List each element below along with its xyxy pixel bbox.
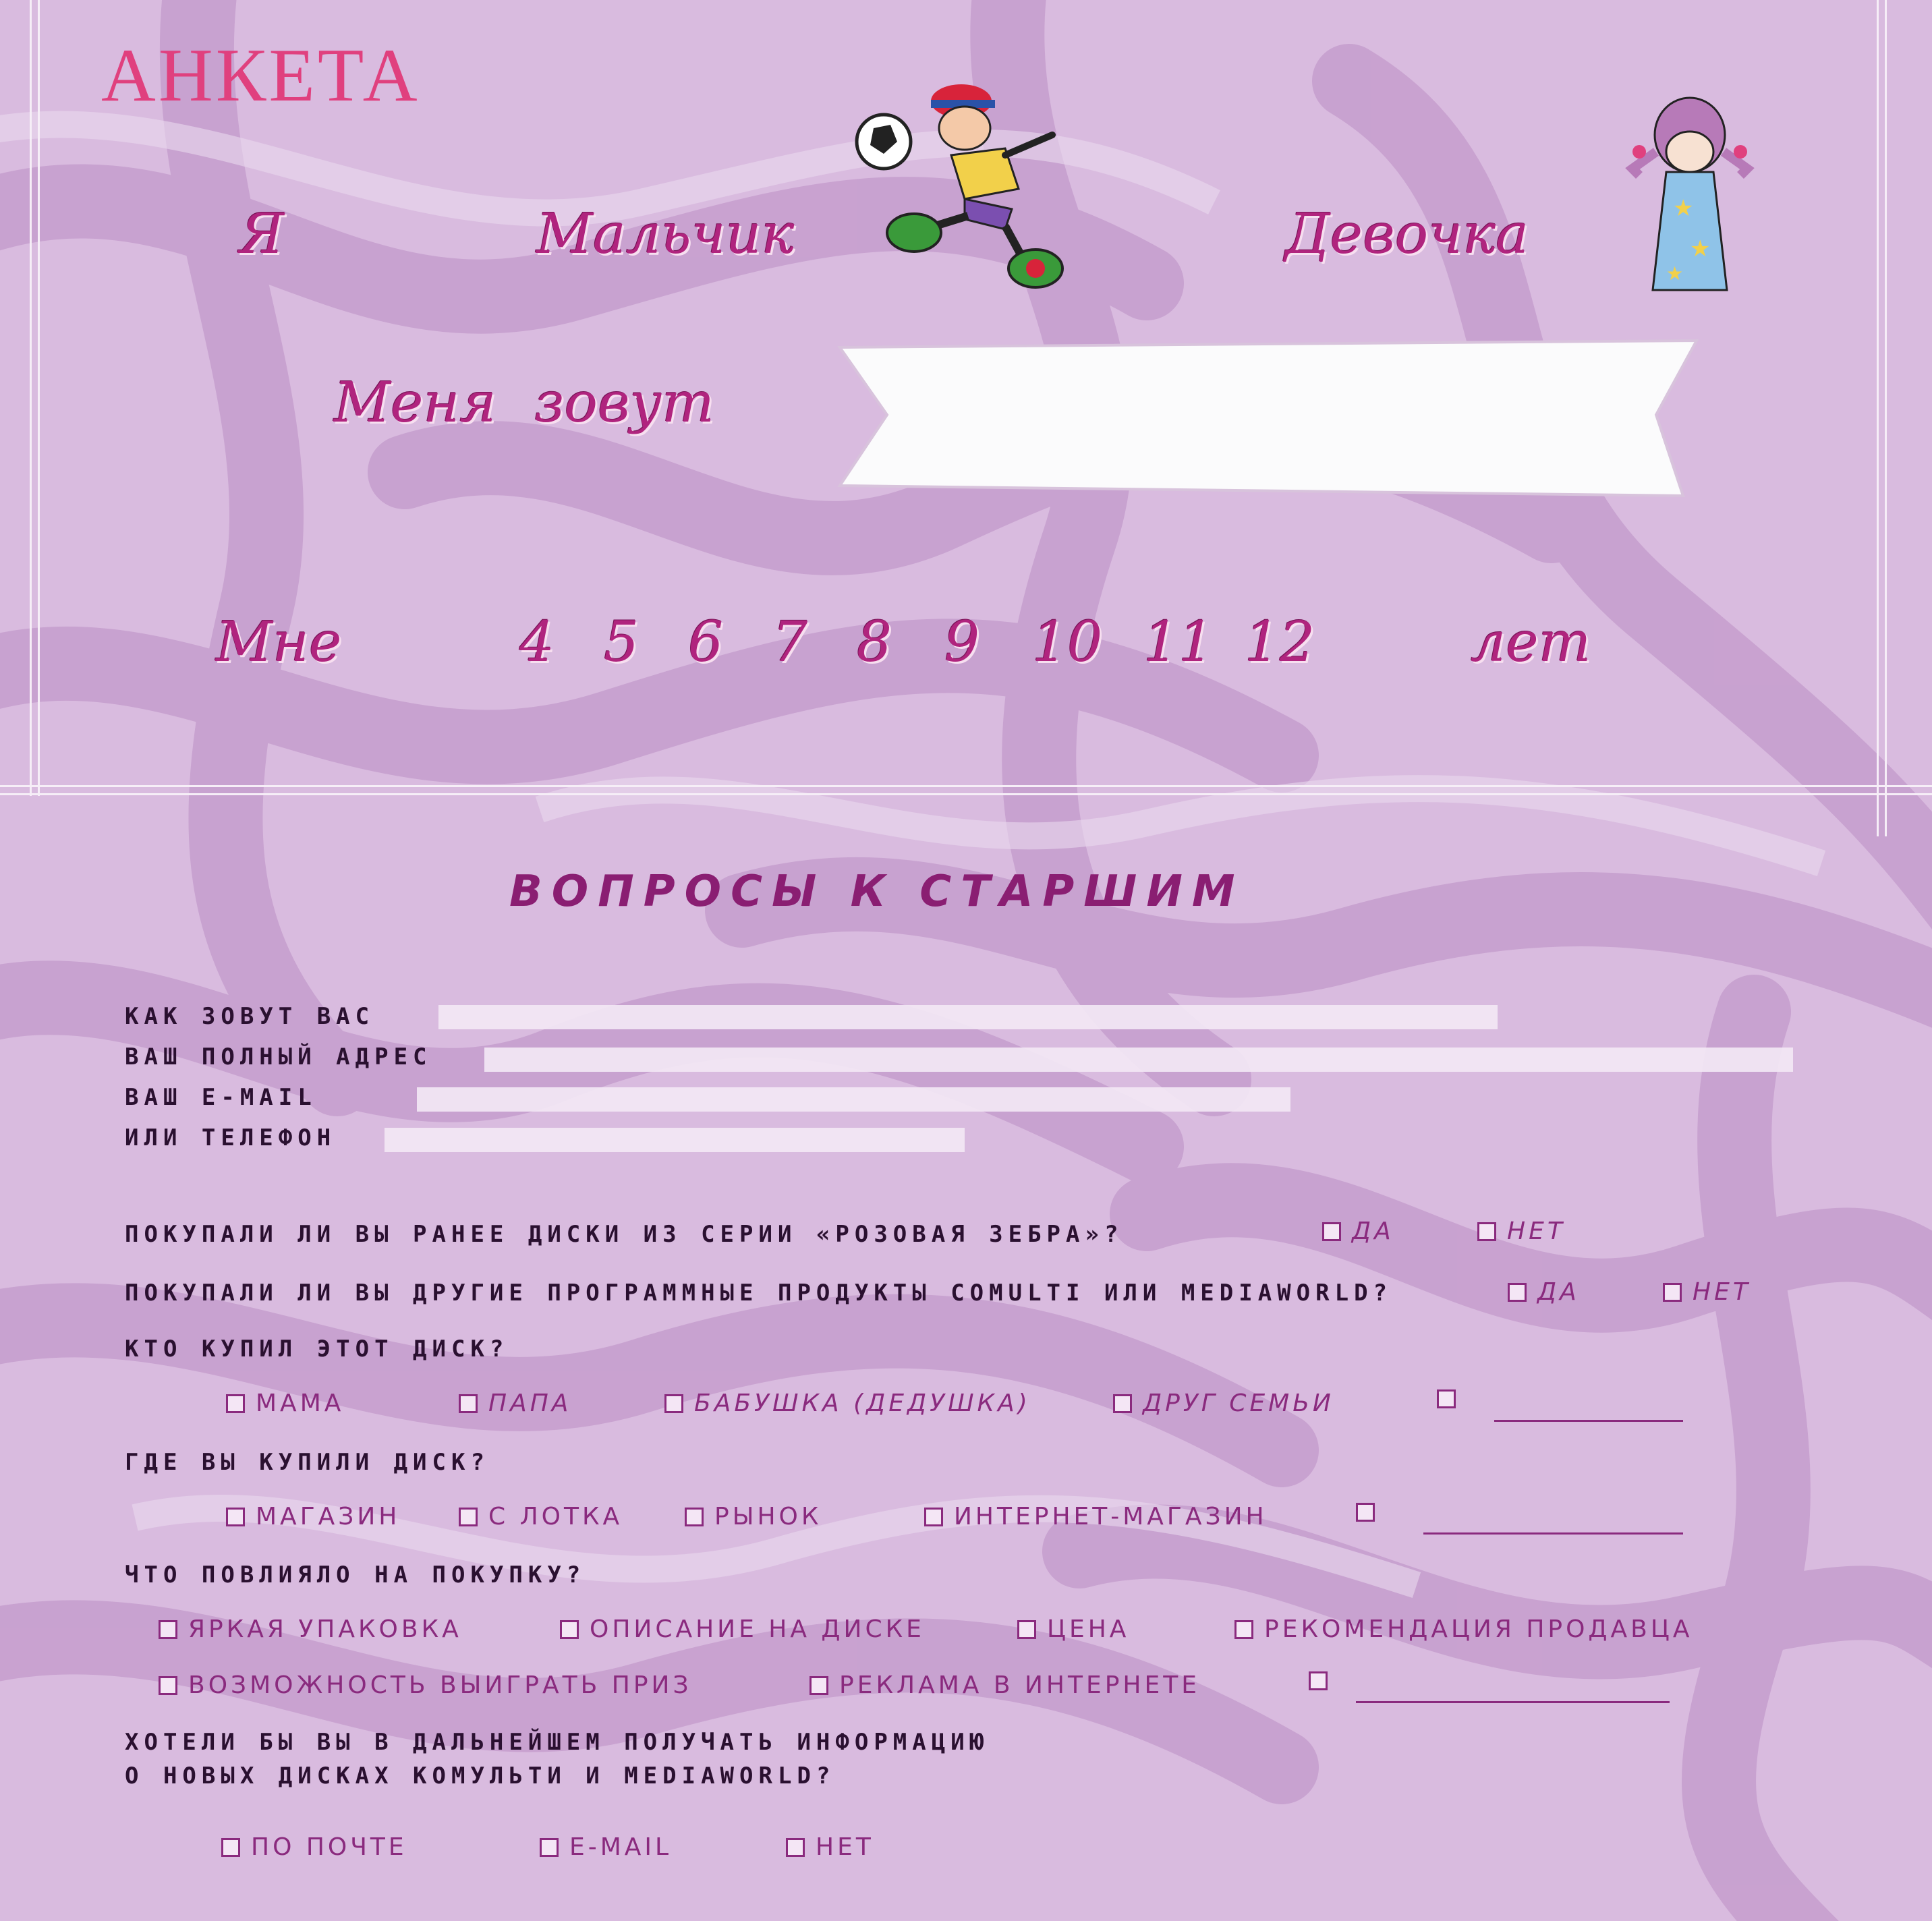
name-label: Меня зовут [334, 371, 715, 435]
frame-line-left [30, 0, 32, 796]
checkbox-icon[interactable] [685, 1508, 704, 1526]
phone-label: ИЛИ ТЕЛЕФОН [125, 1124, 337, 1151]
q4-other-line[interactable] [1423, 1532, 1683, 1535]
q3-grandma[interactable]: БАБУШКА (ДЕДУШКА) [664, 1389, 1031, 1417]
email-field[interactable] [417, 1087, 1290, 1112]
q1-text: ПОКУПАЛИ ЛИ ВЫ РАНЕЕ ДИСКИ ИЗ СЕРИИ «РОЗОВАЯ ЗЕБРА»? [125, 1221, 1124, 1248]
q5-internet-ad[interactable]: РЕКЛАМА В ИНТЕРНЕТЕ [809, 1671, 1200, 1699]
q2-text: ПОКУПАЛИ ЛИ ВЫ ДРУГИЕ ПРОГРАММНЫЕ ПРОДУКТЫ COMULTI ИЛИ MEDIAWORLD? [125, 1280, 1393, 1307]
q4-stall[interactable]: С ЛОТКА [459, 1503, 623, 1530]
age-option-10[interactable]: 10 [1032, 610, 1103, 675]
adults-heading: ВОПРОСЫ К СТАРШИМ [509, 867, 1245, 917]
age-prefix: Мне [216, 610, 342, 675]
checkbox-icon[interactable] [1322, 1222, 1341, 1241]
q1-yes[interactable]: ДА [1322, 1217, 1394, 1245]
svg-text:★: ★ [1666, 263, 1684, 284]
svg-text:★: ★ [1673, 196, 1694, 221]
checkbox-icon[interactable] [459, 1394, 478, 1413]
address-field[interactable] [484, 1048, 1793, 1072]
age-options [519, 610, 1346, 675]
age-option-6[interactable]: 6 [688, 610, 724, 675]
q4-text: ГДЕ ВЫ КУПИЛИ ДИСК? [125, 1449, 490, 1476]
age-option-12[interactable]: 12 [1245, 610, 1315, 675]
name-ribbon-field[interactable] [826, 334, 1710, 509]
q6-by-mail[interactable]: ПО ПОЧТЕ [221, 1833, 407, 1861]
checkbox-icon[interactable] [226, 1508, 245, 1526]
q6-email[interactable]: E-MAIL [540, 1833, 672, 1861]
checkbox-icon[interactable] [159, 1676, 177, 1695]
checkbox-icon[interactable] [786, 1838, 805, 1857]
checkbox-icon[interactable] [159, 1620, 177, 1639]
svg-text:★: ★ [1690, 236, 1711, 262]
age-option-9[interactable]: 9 [944, 610, 980, 675]
checkbox-icon[interactable] [226, 1394, 245, 1413]
adult-name-label: КАК ЗОВУТ ВАС [125, 1003, 375, 1030]
q5-description[interactable]: ОПИСАНИЕ НА ДИСКЕ [560, 1615, 925, 1643]
checkbox-icon[interactable] [540, 1838, 559, 1857]
checkbox-icon[interactable] [1663, 1283, 1682, 1302]
q5-prize[interactable]: ВОЗМОЖНОСТЬ ВЫИГРАТЬ ПРИЗ [159, 1671, 692, 1699]
q6-text-line1: ХОТЕЛИ БЫ ВЫ В ДАЛЬНЕЙШЕМ ПОЛУЧАТЬ ИНФОРМАЦИЮ [125, 1729, 990, 1756]
boy-option[interactable]: Мальчик [536, 202, 795, 266]
q6-no[interactable]: НЕТ [786, 1833, 874, 1861]
fold-line [0, 785, 1932, 787]
q4-online-store[interactable]: ИНТЕРНЕТ-МАГАЗИН [924, 1503, 1268, 1530]
q6-text-line2: О НОВЫХ ДИСКАХ КОМУЛЬТИ И MEDIAWORLD? [125, 1762, 836, 1789]
age-option-5[interactable]: 5 [604, 610, 640, 675]
fold-line-2 [0, 793, 1932, 795]
girl-illustration [1619, 88, 1761, 304]
age-option-8[interactable]: 8 [857, 610, 892, 675]
frame-line-right [1877, 0, 1879, 836]
q5-other-line[interactable] [1356, 1701, 1670, 1703]
q4-market[interactable]: РЫНОК [685, 1503, 822, 1530]
q3-other[interactable] [1437, 1389, 1467, 1408]
checkbox-icon[interactable] [1113, 1394, 1132, 1413]
page-title: АНКЕТА [101, 34, 420, 117]
phone-field[interactable] [385, 1128, 965, 1152]
age-suffix: лет [1471, 610, 1591, 675]
q4-other[interactable] [1356, 1503, 1386, 1522]
checkbox-icon[interactable] [924, 1508, 943, 1526]
q5-price[interactable]: ЦЕНА [1017, 1615, 1129, 1643]
address-label: ВАШ ПОЛНЫЙ АДРЕС [125, 1043, 432, 1070]
checkbox-icon[interactable] [809, 1676, 828, 1695]
checkbox-icon[interactable] [1508, 1283, 1527, 1302]
q3-family-friend[interactable]: ДРУГ СЕМЬИ [1113, 1389, 1334, 1417]
age-option-11[interactable]: 11 [1143, 610, 1214, 675]
q5-seller-recommendation[interactable]: РЕКОМЕНДАЦИЯ ПРОДАВЦА [1234, 1615, 1693, 1643]
q5-text: ЧТО ПОВЛИЯЛО НА ПОКУПКУ? [125, 1561, 586, 1588]
age-option-4[interactable]: 4 [519, 610, 555, 675]
adult-name-field[interactable] [438, 1005, 1498, 1029]
q1-no[interactable]: НЕТ [1477, 1217, 1566, 1245]
checkbox-icon[interactable] [1309, 1671, 1328, 1690]
checkbox-icon[interactable] [1437, 1389, 1456, 1408]
checkbox-icon[interactable] [459, 1508, 478, 1526]
q4-store[interactable]: МАГАЗИН [226, 1503, 400, 1530]
checkbox-icon[interactable] [560, 1620, 579, 1639]
checkbox-icon[interactable] [1017, 1620, 1036, 1639]
q3-other-line[interactable] [1494, 1420, 1683, 1422]
soccer-boy-illustration [850, 74, 1106, 290]
frame-line-right-2 [1885, 0, 1887, 836]
email-label: ВАШ E-MAIL [125, 1084, 317, 1111]
checkbox-icon[interactable] [664, 1394, 683, 1413]
q5-other[interactable] [1309, 1671, 1338, 1690]
q3-mom[interactable]: МАМА [226, 1389, 344, 1417]
q3-dad[interactable]: ПАПА [459, 1389, 571, 1417]
q5-packaging[interactable]: ЯРКАЯ УПАКОВКА [159, 1615, 462, 1643]
frame-line-left-2 [38, 0, 40, 796]
q2-no[interactable]: НЕТ [1663, 1278, 1751, 1306]
girl-option[interactable]: Девочка [1285, 202, 1529, 266]
age-option-7[interactable]: 7 [772, 610, 808, 675]
checkbox-icon[interactable] [1477, 1222, 1496, 1241]
checkbox-icon[interactable] [1234, 1620, 1253, 1639]
q2-yes[interactable]: ДА [1508, 1278, 1580, 1306]
checkbox-icon[interactable] [1356, 1503, 1375, 1522]
i-label: Я [239, 202, 285, 266]
checkbox-icon[interactable] [221, 1838, 240, 1857]
q3-text: КТО КУПИЛ ЭТОТ ДИСК? [125, 1336, 509, 1363]
